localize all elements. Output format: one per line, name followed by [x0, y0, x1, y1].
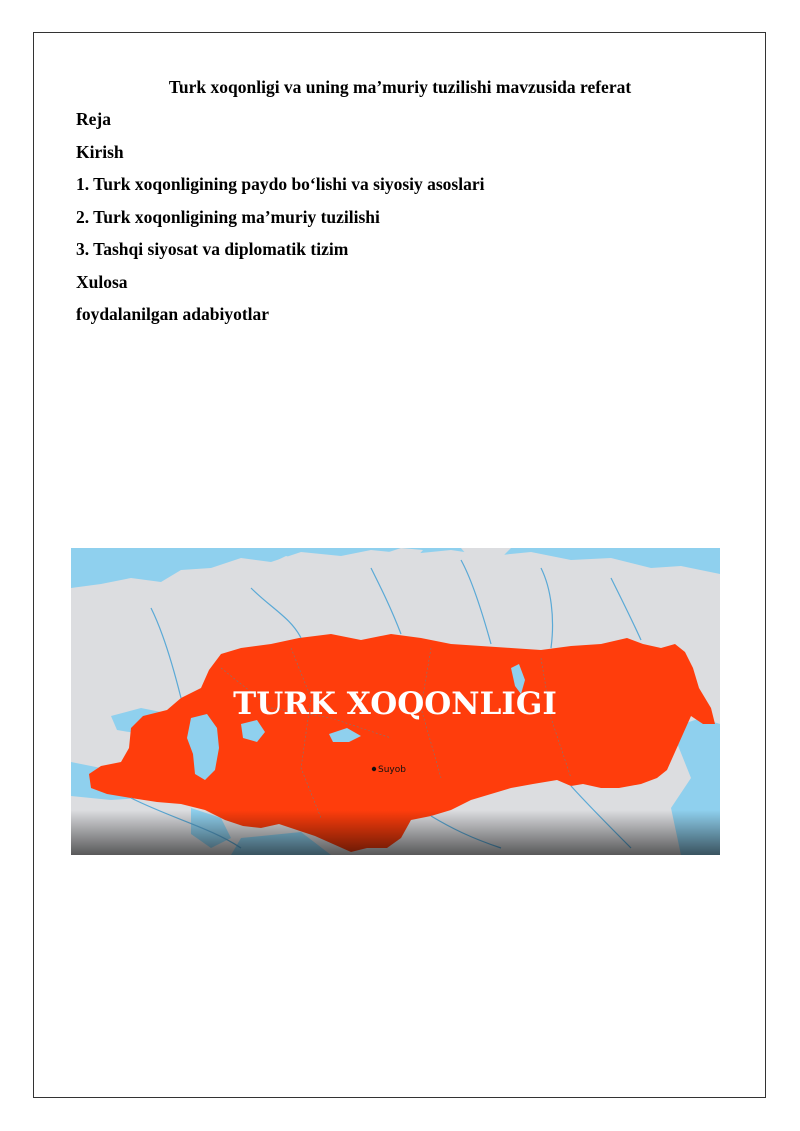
plan-outline [76, 108, 484, 336]
empire-map-image [71, 548, 720, 855]
map-city-marker [372, 767, 376, 771]
map-city-label: Suyob [378, 765, 406, 775]
map-bottom-shade [71, 810, 720, 855]
outline-item-section-3: 3. Tashqi siyosat va diplomatik tizim [76, 239, 349, 259]
outline-item-kirish: Kirish [76, 141, 124, 162]
map-overlay-title: TURK XOQONLIGI [233, 686, 557, 722]
outline-item-section-2: 2. Turk xoqonligining ma’muriy tuzilishi [76, 206, 380, 227]
outline-item-references: foydalanilgan adabiyotlar [76, 304, 270, 324]
outline-item-section-1: 1. Turk xoqonligining paydo bo‘lishi va siyosiy asoslari [76, 174, 485, 194]
outline-heading-reja: Reja [76, 109, 111, 129]
outline-item-xulosa: Xulosa [76, 271, 128, 292]
document-title: Turk xoqonligi va uning ma’muriy tuzilishi mavzusida referat [168, 77, 632, 97]
